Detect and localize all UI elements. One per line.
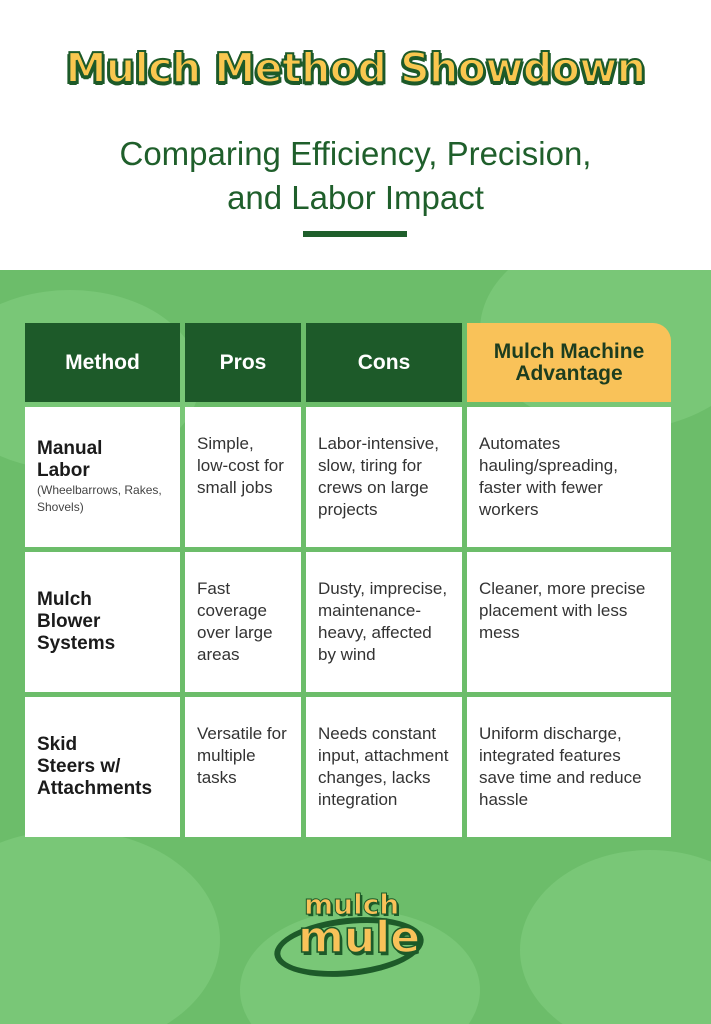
header-cons: Cons (306, 323, 462, 402)
subtitle-line-1: Comparing Efficiency, Precision, (119, 135, 592, 172)
subtitle-line-2: and Labor Impact (227, 179, 484, 216)
table-row (25, 552, 671, 692)
logo-text-line-1: mulch (304, 888, 400, 921)
pros-cell: Versatile for multiple tasks (185, 697, 301, 837)
mulch-mule-logo (268, 888, 444, 978)
method-name-line-2: Labor (37, 460, 90, 481)
comparison-table (20, 318, 676, 842)
title-divider (303, 231, 407, 237)
method-name-line-2: Steers w/ Attachments (37, 756, 153, 799)
header-advantage (467, 323, 671, 402)
table-row (25, 697, 671, 837)
header-advantage-line-1: Mulch Machine (493, 339, 645, 363)
method-name-line-2: Blower Systems (37, 611, 116, 654)
advantage-cell: Uniform discharge, integrated features save time and reduce hassle (467, 697, 671, 837)
header-pros: Pros (185, 323, 301, 402)
logo-text-line-2: mule (298, 912, 421, 963)
page-subtitle (0, 132, 711, 220)
table-row (25, 407, 671, 547)
method-name-line-1: Skid (37, 734, 78, 755)
header (0, 0, 711, 270)
cons-cell: Labor-intensive, slow, tiring for crews on large projects (306, 407, 462, 547)
pros-cell: Fast coverage over large areas (185, 552, 301, 692)
method-cell (25, 697, 180, 837)
page-title: Mulch Method Showdown (65, 44, 646, 92)
header-advantage-line-2: Advantage (515, 361, 623, 385)
pros-cell: Simple, low-cost for small jobs (185, 407, 301, 547)
method-name-line-1: Manual (37, 438, 103, 459)
header-method: Method (25, 323, 180, 402)
method-cell (25, 407, 180, 547)
method-note: (Wheelbarrows, Rakes, Shovels) (37, 483, 162, 514)
cons-cell: Dusty, imprecise, maintenance-heavy, affected by wind (306, 552, 462, 692)
cons-cell: Needs constant input, attachment changes, lacks integration (306, 697, 462, 837)
advantage-cell: Automates hauling/spreading, faster with fewer workers (467, 407, 671, 547)
method-name-line-1: Mulch (37, 589, 92, 610)
method-cell (25, 552, 180, 692)
background-blob (520, 850, 711, 1024)
background-blob (0, 830, 220, 1024)
advantage-cell: Cleaner, more precise placement with less mess (467, 552, 671, 692)
table-header-row (25, 323, 671, 402)
